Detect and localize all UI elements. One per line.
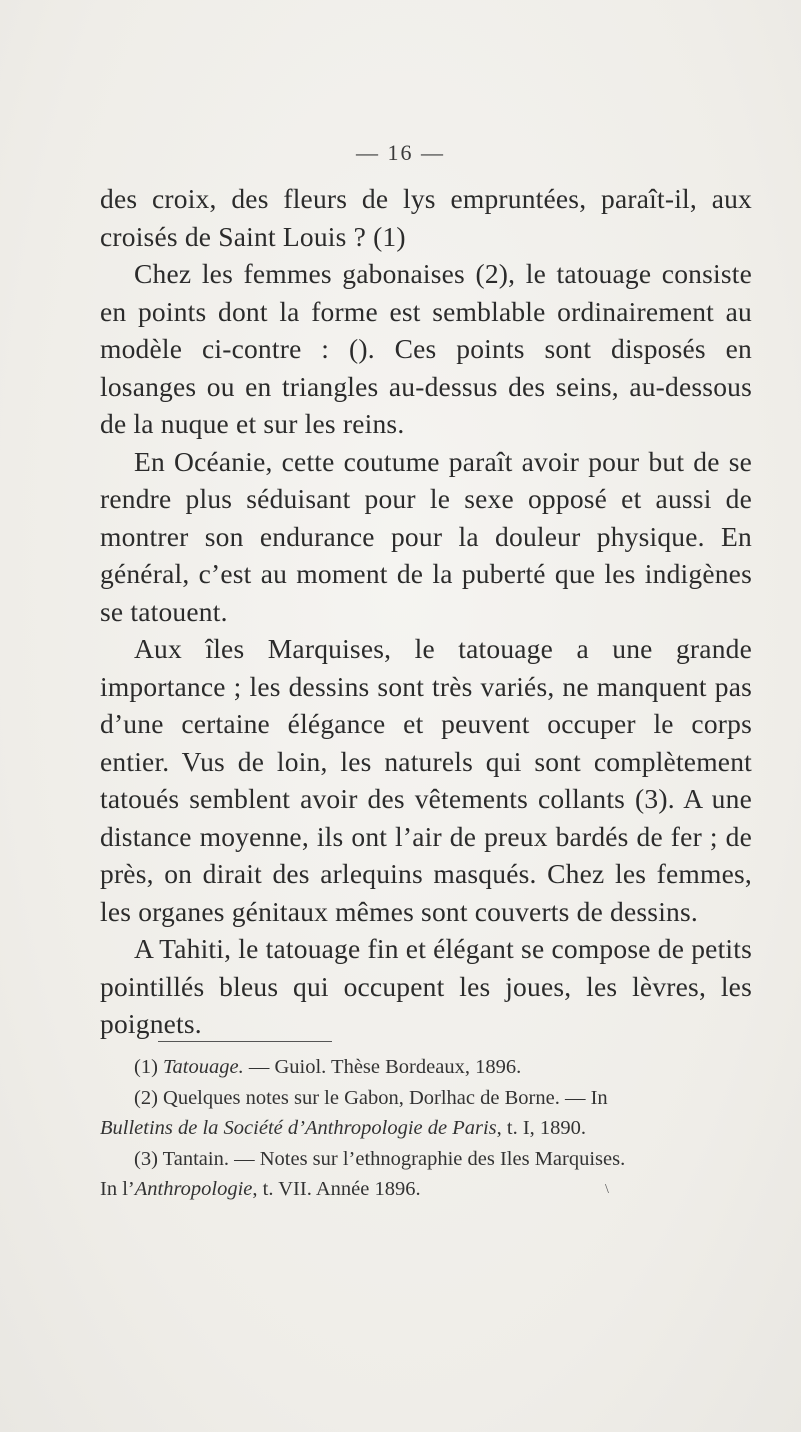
footnote-2-rest: , t. I, 1890. bbox=[496, 1117, 587, 1139]
paragraph-2: Chez les femmes gabonaises (2), le tatouage consiste en points dont la forme est semblable ordinairement au modèle ci-contre : (). Ces points sont disposés en losanges ou en triangles au-dessus des seins, au-dessous de la nuque et sur les reins. bbox=[100, 258, 752, 439]
footnote-separator bbox=[158, 1041, 332, 1042]
footnote-2-title: Bulletins de la Société d’Anthropologie de Paris bbox=[100, 1117, 497, 1139]
paragraph-5: A Tahiti, le tatouage fin et élégant se compose de petits pointillés bleus qui occupent les joues, les lèvres, les poignets. bbox=[100, 933, 752, 1039]
footnote-3-rest: , t. VII. Année 1896. bbox=[252, 1178, 421, 1200]
footnote-2-lead: Quelques notes sur le Gabon, Dorlhac de Borne. — In bbox=[163, 1086, 608, 1109]
footnote-2-continued bbox=[100, 1113, 752, 1144]
footnote-3-title: Anthropologie bbox=[134, 1178, 253, 1200]
footnote-1-title: Tatouage. bbox=[163, 1056, 244, 1078]
footnote-3-lead: Tantain. — Notes sur l’ethnographie des Iles Marquises. bbox=[162, 1147, 626, 1170]
footnote-1-rest: — Guiol. Thèse Bordeaux, 1896. bbox=[243, 1056, 522, 1078]
footnote-3-continued bbox=[100, 1174, 752, 1205]
footnotes bbox=[100, 1052, 752, 1205]
footnote-3 bbox=[100, 1144, 752, 1175]
paragraph-4: Aux îles Marquises, le tatouage a une grande importance ; les dessins sont très variés, ne manquent pas d’une certaine élégance et peuvent occuper le corps entier. Vus de loin, les naturels qui sont complètement tatoués semblent avoir des vêtements collants (3). A une distance moyenne, ils ont l’air de preux bardés de fer ; de près, on dirait des arlequins masqués. Chez les femmes, les organes génitaux mêmes sont couverts de dessins. bbox=[100, 633, 752, 927]
page-number: — 16 — bbox=[356, 140, 445, 165]
footnote-3-number: (3) bbox=[134, 1147, 163, 1170]
body-text bbox=[100, 180, 752, 1043]
footnote-1-number: (1) bbox=[134, 1056, 164, 1078]
stray-mark: \ bbox=[605, 1182, 609, 1197]
footnote-3-pre: In l’ bbox=[100, 1178, 135, 1200]
paragraph-1: des croix, des fleurs de lys empruntées, paraît-il, aux croisés de Saint Louis ? (1) bbox=[100, 183, 752, 252]
footnote-2 bbox=[100, 1083, 752, 1114]
paragraph-3: En Océanie, cette coutume paraît avoir pour but de se rendre plus séduisant pour le sexe opposé et aussi de montrer son endurance pour la douleur physique. En général, c’est au moment de la puberté que les indigènes se tatouent. bbox=[100, 445, 752, 627]
footnote-1 bbox=[100, 1052, 752, 1083]
footnote-2-number: (2) bbox=[134, 1086, 164, 1109]
